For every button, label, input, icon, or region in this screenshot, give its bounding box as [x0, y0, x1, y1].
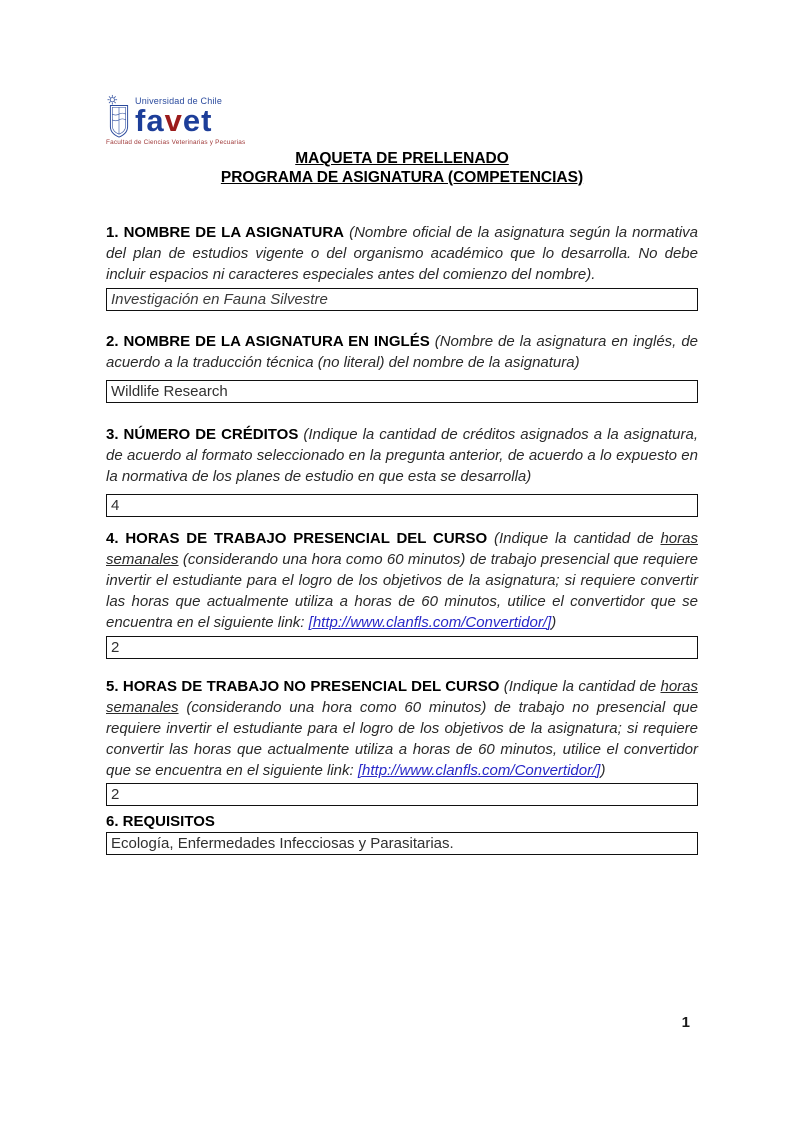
- answer-text: 4: [111, 497, 120, 514]
- page-number: 1: [681, 1014, 690, 1031]
- answer-box-nombre-ingles[interactable]: [106, 380, 698, 403]
- section-1-description: (Nombre oficial de la asignatura según la normativa del plan de estudios vigente o del organismo académico que lo desarrolla. No debe incluir espacios ni caracteres especiales antes del comienzo del nombre).: [106, 224, 698, 283]
- title-line-1: MAQUETA DE PRELLENADO: [295, 150, 509, 167]
- answer-box-nombre-asignatura[interactable]: [106, 288, 698, 311]
- section-2-question: [106, 331, 698, 373]
- section-5-question: [106, 676, 698, 781]
- title-line-2: PROGRAMA DE ASIGNATURA (COMPETENCIAS): [220, 168, 584, 186]
- answer-box-requisitos[interactable]: [106, 832, 698, 855]
- logo-text-block: [135, 94, 222, 136]
- answer-text: Investigación en Fauna Silvestre: [111, 291, 328, 308]
- section-3-heading: 3. NÚMERO DE CRÉDITOS: [106, 426, 299, 443]
- page-content: [106, 0, 698, 855]
- section-2-description: (Nombre de la asignatura en inglés, de acuerdo a la traducción técnica (no literal) del nombre de la asignatura): [106, 333, 698, 371]
- convertidor-link[interactable]: [http://www.clanfls.com/Convertidor/]: [308, 614, 552, 631]
- section-5-description: (Indique la cantidad de horas semanales (considerando una hora como 60 minutos) de trabajo no presencial que requiere invertir el estudiante para el logro de los objetivos de la asignatura; si requiere convertir las horas que actualmente utiliza a horas de 60 minutos, utilice el convertidor que se encuentra en el siguiente link: [http://www.clanfls.com/Convertidor/]): [106, 678, 699, 779]
- section-4-description: (Indique la cantidad de horas semanales (considerando una hora como 60 minutos) de trabajo presencial que requiere invertir el estudiante para el logro de los objetivos de la asignatura; si requiere convertir las horas que actualmente utiliza a horas de 60 minutos, utilice el convertidor que se encuentra en el siguiente link: [http://www.clanfls.com/Convertidor/]): [106, 530, 698, 631]
- answer-text: 2: [111, 786, 120, 803]
- section-4-heading: 4. HORAS DE TRABAJO PRESENCIAL DEL CURSO: [106, 530, 488, 547]
- section-2-heading: 2. NOMBRE DE LA ASIGNATURA EN INGLÉS: [106, 333, 430, 350]
- favet-wordmark: favet: [135, 103, 213, 138]
- answer-text: 2: [111, 639, 120, 656]
- section-1-heading: 1. NOMBRE DE LA ASIGNATURA: [106, 224, 345, 241]
- answer-text: Wildlife Research: [111, 383, 228, 400]
- section-3-description: (Indique la cantidad de créditos asignados a la asignatura, de acuerdo al formato seleccionado en la pregunta anterior, de acuerdo a lo expuesto en la normativa de los planes de estudio en que esta se desarrolla): [106, 426, 698, 485]
- horas-semanales-underlined: horas semanales: [106, 530, 698, 568]
- universidad-de-chile-crest-icon: [106, 94, 132, 138]
- section-3-question: [106, 424, 698, 487]
- faculty-name: Facultad de Ciencias Veterinarias y Pecuarias: [106, 139, 246, 146]
- university-name: Universidad de Chile: [135, 96, 223, 106]
- favet-logo: [106, 94, 246, 146]
- answer-box-horas-presencial[interactable]: [106, 636, 698, 659]
- section-6-heading: 6. REQUISITOS: [106, 813, 215, 830]
- document-title: [106, 150, 698, 187]
- section-1-question: [106, 222, 698, 285]
- section-4-question: [106, 528, 698, 633]
- answer-text: Ecología, Enfermedades Infecciosas y Parasitarias.: [111, 835, 454, 852]
- section-5-heading: 5. HORAS DE TRABAJO NO PRESENCIAL DEL CURSO: [106, 678, 500, 695]
- horas-semanales-underlined: horas semanales: [106, 678, 699, 716]
- favet-v-glyph: v: [164, 103, 183, 138]
- answer-box-horas-no-presencial[interactable]: [106, 783, 698, 806]
- answer-box-numero-creditos[interactable]: [106, 494, 698, 517]
- convertidor-link[interactable]: [http://www.clanfls.com/Convertidor/]: [357, 762, 601, 779]
